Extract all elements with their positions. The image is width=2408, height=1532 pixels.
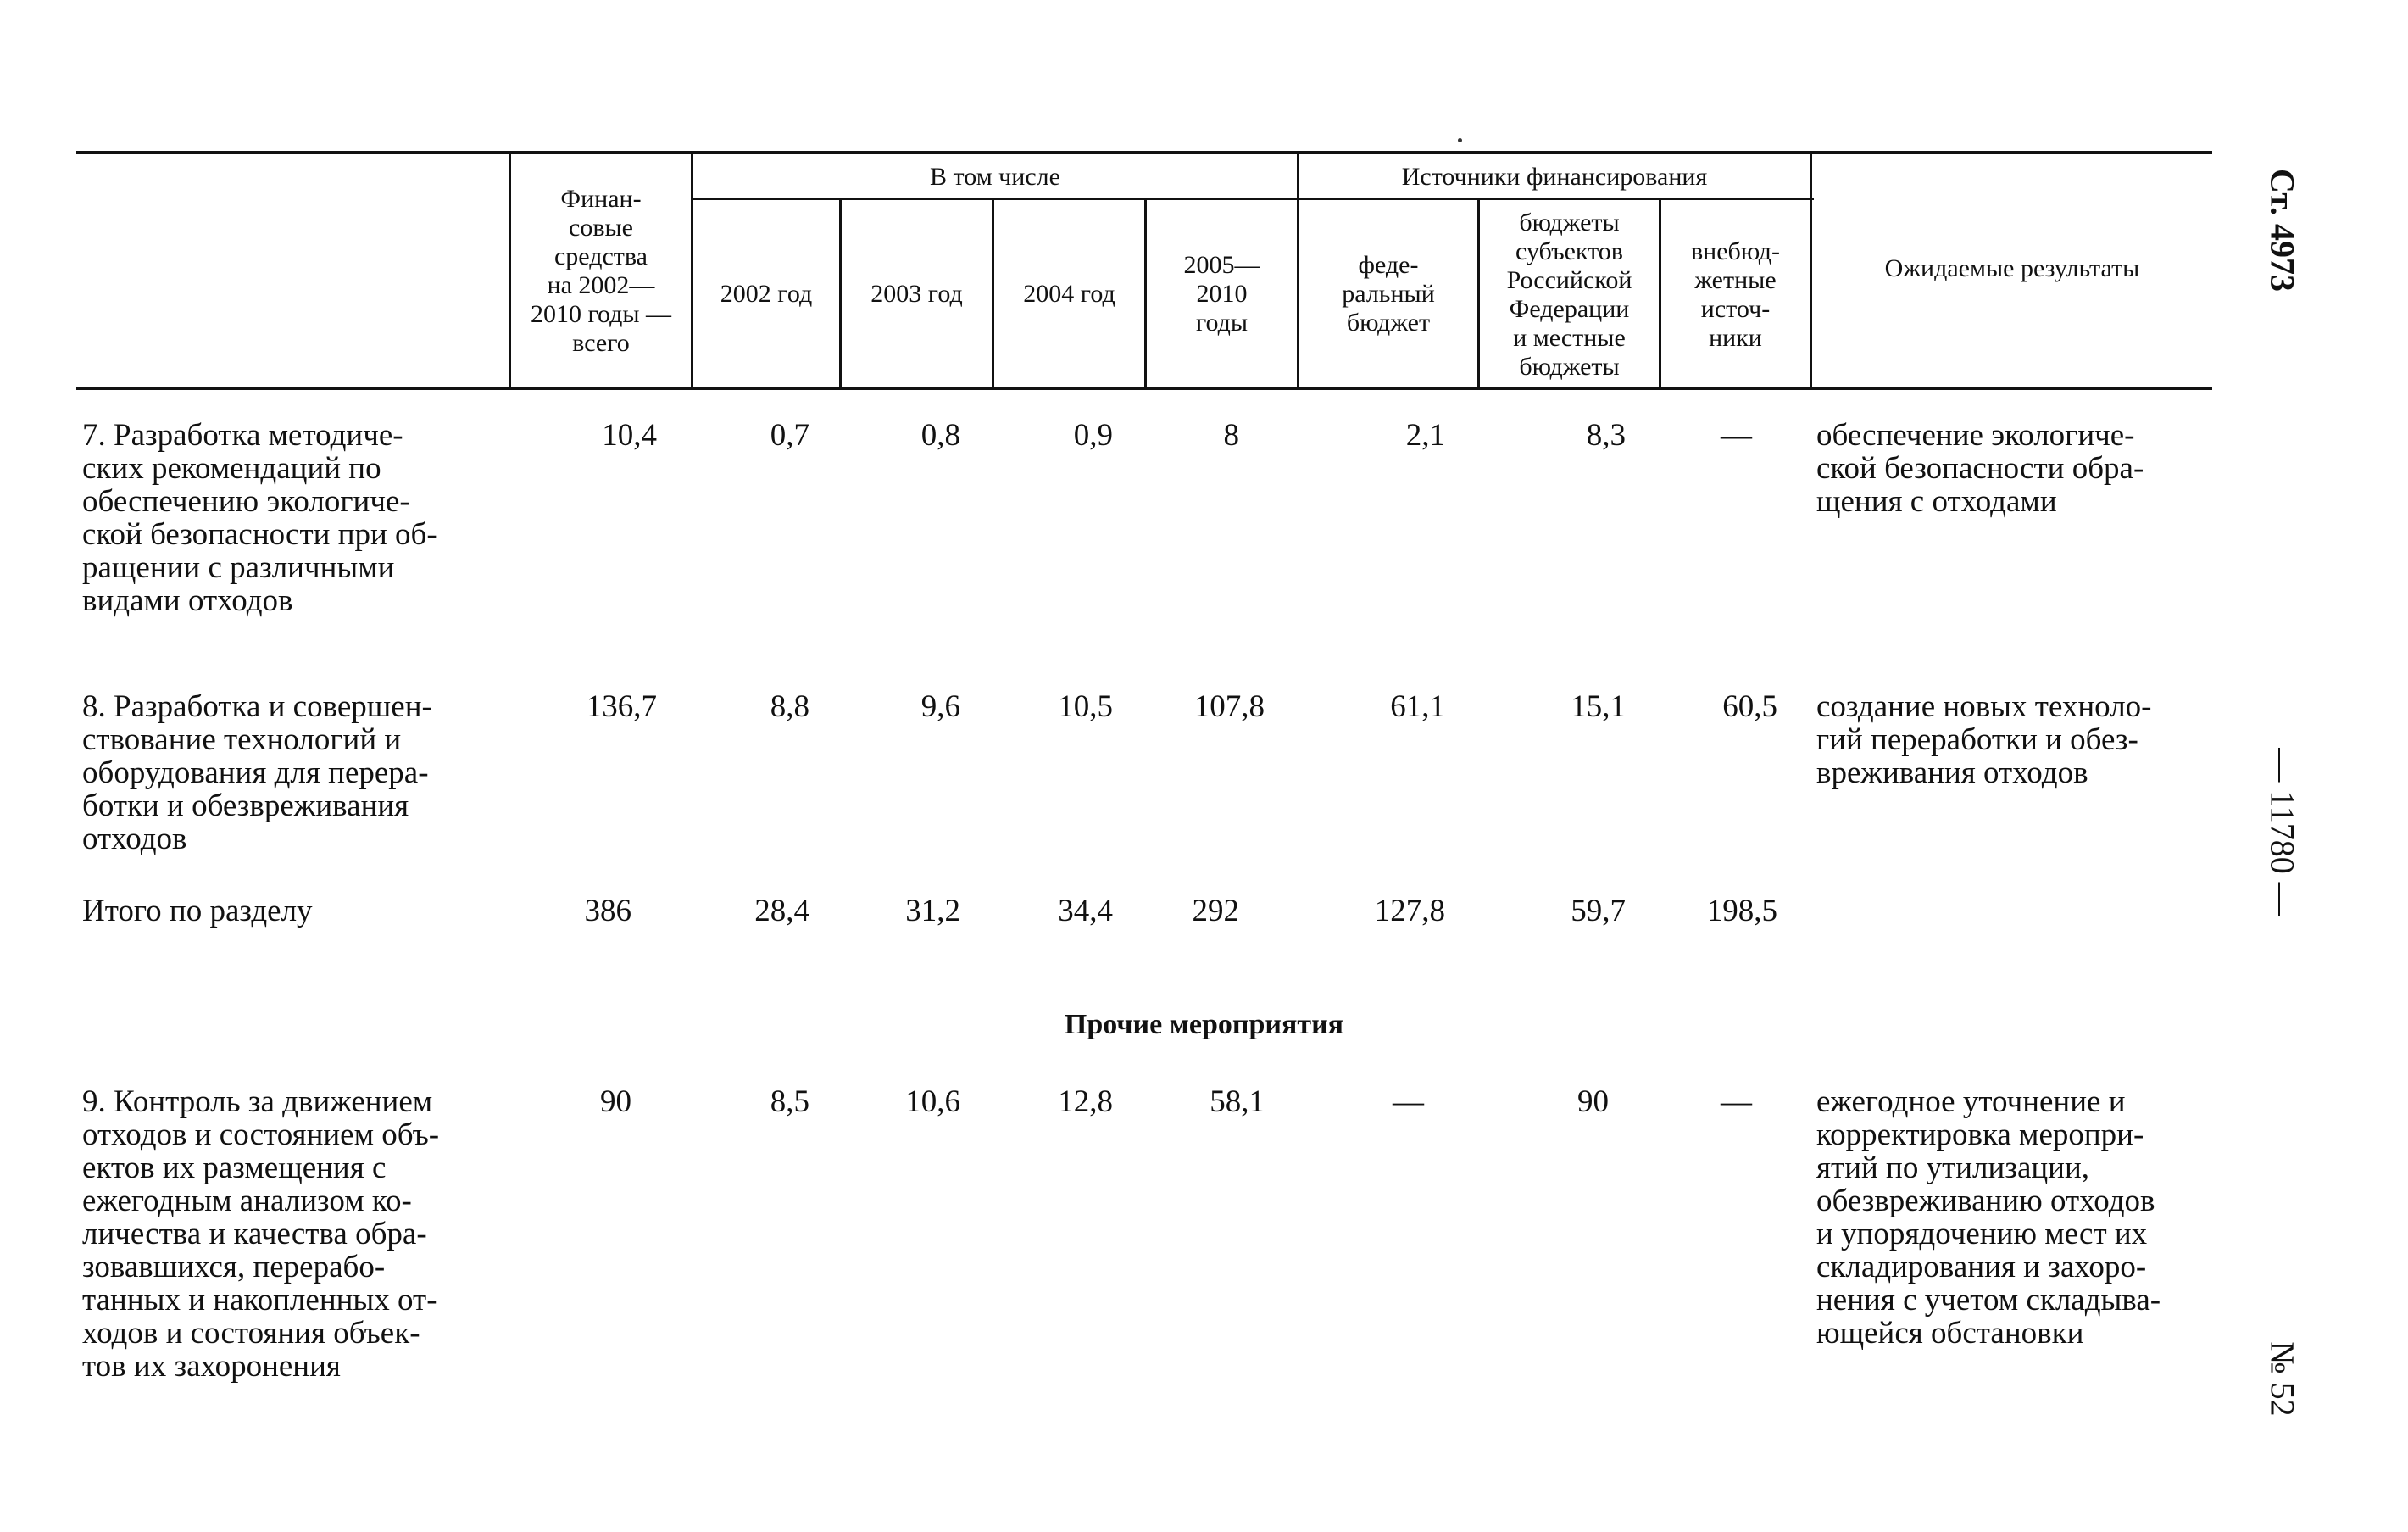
header-regional: бюджеты субъектов Российской Федерации и местные бюджеты: [1506, 209, 1632, 381]
row-7-total: 10,4: [602, 418, 657, 453]
header-federal: феде- ральный бюджет: [1342, 251, 1435, 337]
page-reference: Ст. 4973: [2263, 169, 2302, 292]
header-group-years: В том числе: [930, 163, 1060, 191]
header-extra: внебюд- жетные источ- ники: [1691, 237, 1780, 352]
header-group-rule: [691, 198, 1814, 200]
row-8-2005: 107,8: [1193, 689, 1265, 724]
row-7-regional: 8,3: [1586, 418, 1626, 453]
row-9-2003: 10,6: [905, 1084, 960, 1119]
row-8-2004: 10,5: [1058, 689, 1113, 724]
row-8-description: 8. Разработка и совершен- ствование технологий и оборудования для перера- ботки и обезвреживания отходов: [82, 689, 432, 856]
row-7-federal: 2,1: [1405, 418, 1445, 453]
header-2005-2010: 2005— 2010 годы: [1183, 251, 1260, 337]
row-7-2002: 0,7: [770, 418, 809, 453]
row-8-regional: 15,1: [1571, 689, 1626, 724]
header-2003: 2003 год: [870, 280, 963, 308]
table-top-rule: [76, 151, 2212, 154]
row-9-description: 9. Контроль за движением отходов и состоянием объ- ектов их размещения с ежегодным анализом ко- личества и качества обра- зовавшихся, перерабо- танных и накопленных от- ходов и состояния объек- тов их захоронения: [82, 1084, 440, 1384]
row-8-2002: 8,8: [770, 689, 809, 724]
row-9-extra: —: [1721, 1084, 1752, 1119]
row-9-result: ежегодное уточнение и корректировка меропри- ятий по утилизации, обезвреживанию отходов и упорядочению мест их складирования и захоро- нения с учетом складыва- ющейся обстановки: [1816, 1084, 2161, 1351]
row-9-total: 90: [600, 1084, 631, 1119]
total-row-regional: 59,7: [1571, 894, 1626, 928]
total-row-2004: 34,4: [1058, 894, 1113, 928]
total-row-2005: 292: [1192, 894, 1239, 928]
row-9-2005: 58,1: [1210, 1084, 1265, 1119]
header-2002: 2002 год: [720, 280, 813, 308]
total-row-total: 386: [584, 894, 631, 928]
page-number: — 11780 —: [2263, 748, 2302, 916]
header-2004: 2004 год: [1023, 280, 1115, 308]
row-8-2003: 9,6: [920, 689, 960, 724]
issue-number: № 52: [2263, 1341, 2302, 1417]
row-8-result: создание новых техноло- гий переработки и обез- вреживания отходов: [1816, 689, 2152, 790]
total-row-extra: 198,5: [1706, 894, 1777, 928]
row-7-2003: 0,8: [920, 418, 960, 453]
row-7-2004: 0,9: [1073, 418, 1113, 453]
header-results: Ожидаемые результаты: [1884, 254, 2140, 282]
row-9-2002: 8,5: [770, 1084, 809, 1119]
total-row-federal: 127,8: [1374, 894, 1445, 928]
header-group-sources: Источники финансирования: [1401, 163, 1708, 191]
row-7-description: 7. Разработка методиче- ских рекомендаций по обеспечению экологиче- ской безопасности при об- ращении с различными видами отходов: [82, 418, 437, 618]
row-7-2005: 8: [1223, 418, 1239, 453]
total-row-label: Итого по разделу: [82, 894, 313, 928]
speck: [1458, 138, 1462, 142]
total-row-2002: 28,4: [754, 894, 809, 928]
row-8-federal: 61,1: [1390, 689, 1445, 724]
row-9-federal: —: [1393, 1084, 1424, 1119]
row-8-extra: 60,5: [1722, 689, 1777, 724]
row-8-total: 136,7: [586, 689, 657, 724]
row-7-extra: —: [1721, 418, 1752, 453]
section-title: Прочие мероприятия: [1064, 1009, 1344, 1040]
total-row-2003: 31,2: [905, 894, 960, 928]
row-9-regional: 90: [1577, 1084, 1609, 1119]
row-9-2004: 12,8: [1058, 1084, 1113, 1119]
header-total: Финан- совые средства на 2002— 2010 годы — всего: [530, 185, 672, 357]
row-7-result: обеспечение экологиче- ской безопасности обра- щения с отходами: [1816, 418, 2144, 519]
